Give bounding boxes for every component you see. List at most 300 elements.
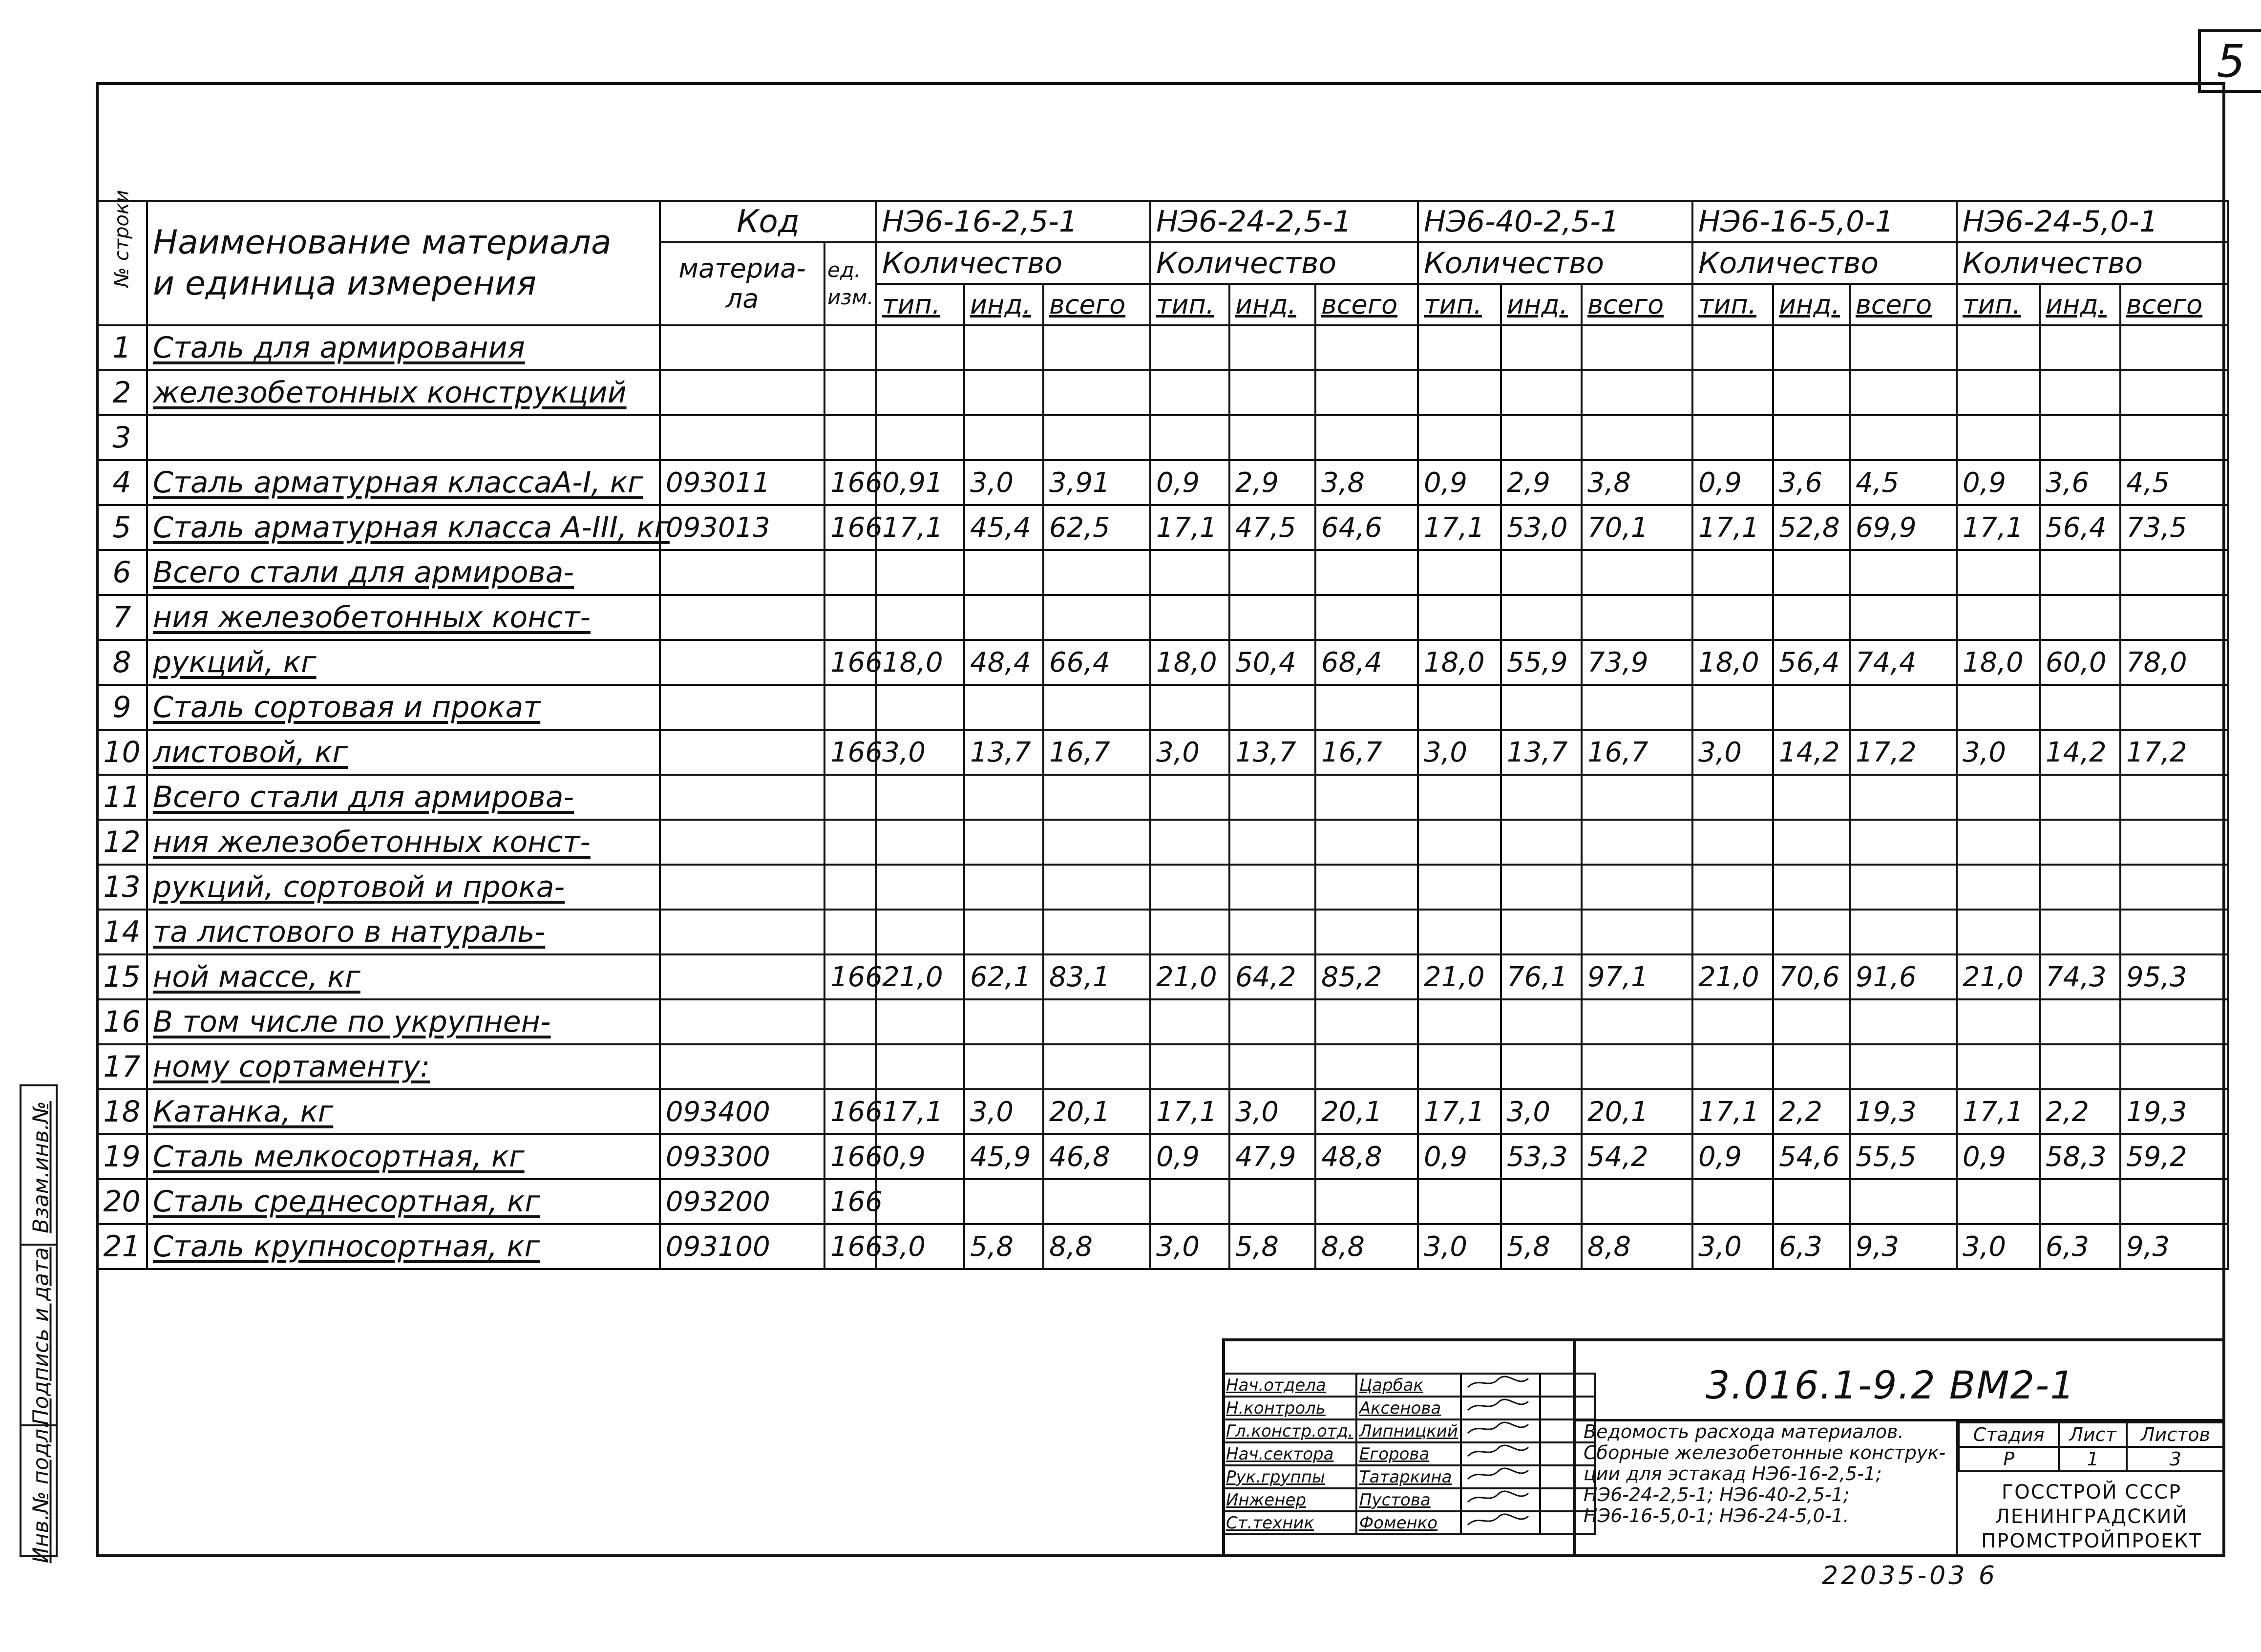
quantity-cell: 45,9 <box>964 1134 1043 1179</box>
subcol-3-total: всего <box>1582 284 1692 325</box>
material-code <box>660 595 824 640</box>
quantity-cell: 18,0 <box>1418 640 1501 685</box>
material-code <box>660 820 824 865</box>
quantity-cell <box>1582 550 1692 595</box>
signature-date-label: Подпись и дата <box>28 1247 54 1425</box>
unit-code <box>824 595 876 640</box>
quantity-cell <box>1418 550 1501 595</box>
quantity-cell <box>2040 595 2120 640</box>
quantity-cell <box>1229 1179 1315 1224</box>
row-number: 18 <box>97 1089 147 1134</box>
quantity-cell <box>1315 415 1418 460</box>
quantity-cell <box>1150 370 1229 415</box>
table-row <box>97 505 2228 550</box>
unit-code <box>824 910 876 954</box>
quantity-cell: 17,1 <box>1418 505 1501 550</box>
original-inv-label: Инв.№ подл. <box>28 1421 54 1564</box>
quantity-cell: 20,1 <box>1043 1089 1150 1134</box>
quantity-cell: 9,3 <box>1850 1224 1957 1269</box>
quantity-cell <box>1315 910 1418 954</box>
quantity-cell <box>1043 775 1150 820</box>
quantity-cell <box>1501 1179 1582 1224</box>
quantity-cell: 16,7 <box>1315 730 1418 775</box>
quantity-cell <box>1043 550 1150 595</box>
quantity-cell: 47,9 <box>1229 1134 1315 1179</box>
quantity-cell <box>2120 1179 2228 1224</box>
subcol-2-total: всего <box>1315 284 1418 325</box>
quantity-cell <box>1229 550 1315 595</box>
signature-mark <box>1461 1419 1540 1442</box>
quantity-cell <box>964 999 1043 1044</box>
sheet-value: 1 <box>2059 1447 2126 1471</box>
quantity-cell <box>1501 820 1582 865</box>
unit-code: 166 <box>824 954 876 999</box>
quantity-cell: 45,4 <box>964 505 1043 550</box>
signature-row <box>1223 1442 1595 1465</box>
quantity-cell <box>964 370 1043 415</box>
quantity-cell <box>1043 595 1150 640</box>
material-name: Сталь крупносортная, кг <box>147 1224 660 1269</box>
material-name-header: Наименование материала и единица измерения <box>147 201 660 325</box>
rownum-header: № строки <box>97 201 147 325</box>
quantity-cell <box>2120 370 2228 415</box>
quantity-cell: 54,6 <box>1773 1134 1850 1179</box>
material-code <box>660 685 824 730</box>
subcol-1-type: тип. <box>876 284 964 325</box>
quantity-cell <box>1850 1179 1957 1224</box>
material-name: Сталь среднесортная, кг <box>147 1179 660 1224</box>
quantity-cell: 3,0 <box>1957 1224 2040 1269</box>
quantity-cell: 3,8 <box>1582 460 1692 505</box>
quantity-cell <box>1773 775 1850 820</box>
quantity-cell: 20,1 <box>1315 1089 1418 1134</box>
quantity-cell: 0,9 <box>1418 460 1501 505</box>
table-row <box>97 1089 2228 1134</box>
quantity-cell: 2,9 <box>1501 460 1582 505</box>
quantity-cell <box>876 325 964 370</box>
quantity-cell <box>1229 1044 1315 1089</box>
quantity-cell <box>1850 910 1957 954</box>
quantity-cell: 55,5 <box>1850 1134 1957 1179</box>
unit-code <box>824 865 876 910</box>
signature-row <box>1223 1374 1595 1397</box>
quantity-cell <box>1315 550 1418 595</box>
unit-code <box>824 325 876 370</box>
signatory-name: Егорова <box>1356 1442 1461 1465</box>
row-number: 5 <box>97 505 147 550</box>
quantity-cell <box>1957 595 2040 640</box>
quantity-cell <box>1043 415 1150 460</box>
group-header-5: НЭ6-24-5,0-1 <box>1957 201 2228 242</box>
row-number: 20 <box>97 1179 147 1224</box>
quantity-cell <box>1773 999 1850 1044</box>
quantity-cell <box>1315 325 1418 370</box>
material-code <box>660 865 824 910</box>
quantity-cell: 16,7 <box>1043 730 1150 775</box>
unit-code: 166 <box>824 1224 876 1269</box>
unit-code <box>824 999 876 1044</box>
signatory-role: Ст.техник <box>1223 1511 1356 1534</box>
quantity-cell: 2,2 <box>1773 1089 1850 1134</box>
quantity-cell <box>1229 685 1315 730</box>
subcol-1-total: всего <box>1043 284 1150 325</box>
quantity-cell: 91,6 <box>1850 954 1957 999</box>
quantity-cell: 85,2 <box>1315 954 1418 999</box>
quantity-cell: 4,5 <box>2120 460 2228 505</box>
signature-date <box>1540 1374 1595 1397</box>
quantity-cell <box>1043 325 1150 370</box>
quantity-cell <box>1418 775 1501 820</box>
quantity-cell: 3,0 <box>1150 1224 1229 1269</box>
quantity-cell: 14,2 <box>2040 730 2120 775</box>
table-row <box>97 775 2228 820</box>
quantity-cell <box>1043 370 1150 415</box>
material-name: ния железобетонных конст- <box>147 820 660 865</box>
quantity-cell: 3,0 <box>1692 730 1773 775</box>
signatory-role: Инженер <box>1223 1488 1356 1511</box>
quantity-cell <box>1229 370 1315 415</box>
quantity-cell <box>1582 775 1692 820</box>
quantity-cell: 95,3 <box>2120 954 2228 999</box>
group-header-2: НЭ6-24-2,5-1 <box>1150 201 1418 242</box>
quantity-cell: 3,0 <box>1418 1224 1501 1269</box>
quantity-cell: 8,8 <box>1582 1224 1692 1269</box>
quantity-cell <box>2040 775 2120 820</box>
quantity-cell <box>1850 370 1957 415</box>
quantity-cell <box>1850 415 1957 460</box>
quantity-cell: 3,91 <box>1043 460 1150 505</box>
quantity-cell <box>876 820 964 865</box>
quantity-cell: 78,0 <box>2120 640 2228 685</box>
quantity-cell <box>1501 595 1582 640</box>
quantity-cell: 70,6 <box>1773 954 1850 999</box>
quantity-cell <box>1229 775 1315 820</box>
signatory-role: Рук.группы <box>1223 1465 1356 1488</box>
subcol-4-ind: инд. <box>1773 284 1850 325</box>
material-code <box>660 999 824 1044</box>
quantity-cell <box>1043 1044 1150 1089</box>
quantity-cell <box>2040 1179 2120 1224</box>
quantity-cell: 20,1 <box>1582 1089 1692 1134</box>
signature-mark <box>1461 1397 1540 1419</box>
quantity-cell <box>1229 595 1315 640</box>
signatory-name: Пустова <box>1356 1488 1461 1511</box>
material-code <box>660 370 824 415</box>
material-code: 093400 <box>660 1089 824 1134</box>
quantity-cell <box>1692 415 1773 460</box>
quantity-cell <box>876 415 964 460</box>
quantity-cell: 74,3 <box>2040 954 2120 999</box>
quantity-cell: 60,0 <box>2040 640 2120 685</box>
quantity-cell <box>2120 865 2228 910</box>
quantity-cell: 19,3 <box>1850 1089 1957 1134</box>
quantity-cell <box>1692 820 1773 865</box>
quantity-cell <box>1418 370 1501 415</box>
table-row <box>97 730 2228 775</box>
quantity-cell <box>1418 865 1501 910</box>
quantity-cell <box>1582 1044 1692 1089</box>
quantity-cell <box>1773 1179 1850 1224</box>
quantity-cell <box>1692 1179 1773 1224</box>
quantity-cell <box>876 999 964 1044</box>
quantity-cell: 58,3 <box>2040 1134 2120 1179</box>
signature-mark <box>1461 1465 1540 1488</box>
code-header: Код <box>660 201 876 242</box>
table-row <box>97 595 2228 640</box>
signature-row <box>1223 1397 1595 1419</box>
quantity-cell <box>876 550 964 595</box>
subcol-3-ind: инд. <box>1501 284 1582 325</box>
table-row <box>97 460 2228 505</box>
quantity-cell <box>1957 910 2040 954</box>
quantity-cell <box>1957 999 2040 1044</box>
quantity-cell <box>1692 550 1773 595</box>
quantity-header-2: Количество <box>1150 242 1418 284</box>
quantity-cell <box>1582 1179 1692 1224</box>
quantity-cell <box>1501 370 1582 415</box>
quantity-cell <box>964 775 1043 820</box>
quantity-cell <box>964 865 1043 910</box>
quantity-cell <box>2040 865 2120 910</box>
material-code: 093013 <box>660 505 824 550</box>
quantity-header-4: Количество <box>1692 242 1957 284</box>
quantity-cell: 5,8 <box>964 1224 1043 1269</box>
quantity-cell: 83,1 <box>1043 954 1150 999</box>
quantity-cell <box>2120 595 2228 640</box>
quantity-cell: 54,2 <box>1582 1134 1692 1179</box>
archive-code: 22035-03 6 <box>1822 1561 1998 1590</box>
quantity-cell <box>1229 865 1315 910</box>
material-name: Всего стали для армирова- <box>147 550 660 595</box>
material-name: Сталь мелкосортная, кг <box>147 1134 660 1179</box>
quantity-cell <box>1957 865 2040 910</box>
quantity-cell <box>2040 999 2120 1044</box>
row-number: 17 <box>97 1044 147 1089</box>
quantity-cell: 48,8 <box>1315 1134 1418 1179</box>
quantity-cell <box>1850 1044 1957 1089</box>
quantity-cell: 5,8 <box>1229 1224 1315 1269</box>
row-number: 8 <box>97 640 147 685</box>
quantity-cell: 66,4 <box>1043 640 1150 685</box>
signature-mark <box>1461 1374 1540 1397</box>
table-row <box>97 325 2228 370</box>
quantity-cell: 17,1 <box>1150 505 1229 550</box>
quantity-cell <box>876 595 964 640</box>
quantity-cell: 17,1 <box>876 1089 964 1134</box>
material-name: Сталь арматурная классаА-I, кг <box>147 460 660 505</box>
material-code: 093300 <box>660 1134 824 1179</box>
signatory-role: Гл.констр.отд. <box>1223 1419 1356 1442</box>
unit-code <box>824 550 876 595</box>
quantity-cell <box>1850 550 1957 595</box>
table-row <box>97 640 2228 685</box>
quantity-cell <box>2120 999 2228 1044</box>
signatory-role: Нач.сектора <box>1223 1442 1356 1465</box>
quantity-cell: 0,9 <box>1150 1134 1229 1179</box>
subcol-5-total: всего <box>2120 284 2228 325</box>
table-row <box>97 999 2228 1044</box>
quantity-cell <box>2040 415 2120 460</box>
signature-mark <box>1461 1511 1540 1534</box>
quantity-cell <box>2120 1044 2228 1089</box>
row-number: 2 <box>97 370 147 415</box>
signature-date-cell <box>20 1244 58 1426</box>
quantity-cell: 64,6 <box>1315 505 1418 550</box>
sheets-header: Листов <box>2127 1422 2224 1447</box>
quantity-cell <box>1418 415 1501 460</box>
table-row <box>97 415 2228 460</box>
quantity-cell: 17,1 <box>876 505 964 550</box>
quantity-cell: 0,91 <box>876 460 964 505</box>
quantity-cell: 21,0 <box>1692 954 1773 999</box>
title-block <box>1222 1338 2225 1557</box>
subcol-5-type: тип. <box>1957 284 2040 325</box>
unit-code: 166 <box>824 460 876 505</box>
signature-row <box>1223 1488 1595 1511</box>
stage-sheet-box <box>1956 1421 2225 1557</box>
quantity-cell: 21,0 <box>876 954 964 999</box>
signature-mark <box>1461 1442 1540 1465</box>
quantity-cell <box>2120 415 2228 460</box>
table-row <box>97 1044 2228 1089</box>
quantity-cell <box>1957 685 2040 730</box>
row-number: 19 <box>97 1134 147 1179</box>
quantity-cell <box>1582 999 1692 1044</box>
signature-row <box>1223 1465 1595 1488</box>
quantity-cell <box>1315 1179 1418 1224</box>
quantity-cell <box>1692 910 1773 954</box>
material-name: Всего стали для армирова- <box>147 775 660 820</box>
quantity-cell <box>1418 999 1501 1044</box>
quantity-cell <box>1773 550 1850 595</box>
quantity-cell <box>1850 865 1957 910</box>
quantity-cell <box>1150 550 1229 595</box>
quantity-cell <box>1229 325 1315 370</box>
table-row <box>97 1224 2228 1269</box>
material-name: железобетонных конструкций <box>147 370 660 415</box>
unit-code <box>824 685 876 730</box>
quantity-cell <box>1773 910 1850 954</box>
unit-code <box>824 415 876 460</box>
quantity-cell <box>1692 325 1773 370</box>
row-number: 4 <box>97 460 147 505</box>
group-header-1: НЭ6-16-2,5-1 <box>876 201 1150 242</box>
replacement-inv-label: Взам.инв.№ <box>28 1101 54 1233</box>
material-name: рукций, сортовой и прока- <box>147 865 660 910</box>
quantity-cell <box>1957 1044 2040 1089</box>
quantity-cell: 17,2 <box>2120 730 2228 775</box>
stage-table <box>1958 1421 2225 1472</box>
quantity-cell <box>1582 820 1692 865</box>
quantity-cell: 70,1 <box>1582 505 1692 550</box>
quantity-cell <box>964 685 1043 730</box>
quantity-cell: 52,8 <box>1773 505 1850 550</box>
quantity-cell: 17,1 <box>1692 505 1773 550</box>
quantity-cell <box>2120 775 2228 820</box>
page-number: 5 <box>2198 29 2261 93</box>
material-name: ному сортаменту: <box>147 1044 660 1089</box>
signature-table <box>1222 1373 1596 1535</box>
group-header-3: НЭ6-40-2,5-1 <box>1418 201 1692 242</box>
material-name <box>147 415 660 460</box>
quantity-cell: 5,8 <box>1501 1224 1582 1269</box>
quantity-cell <box>1150 775 1229 820</box>
quantity-cell: 8,8 <box>1043 1224 1150 1269</box>
quantity-cell: 6,3 <box>2040 1224 2120 1269</box>
quantity-cell: 73,9 <box>1582 640 1692 685</box>
quantity-cell <box>1418 910 1501 954</box>
quantity-cell: 3,0 <box>964 460 1043 505</box>
subcol-5-ind: инд. <box>2040 284 2120 325</box>
quantity-cell <box>1692 775 1773 820</box>
material-code-subheader: материа- ла <box>660 242 824 325</box>
quantity-cell: 74,4 <box>1850 640 1957 685</box>
quantity-cell <box>1692 1044 1773 1089</box>
quantity-cell <box>1582 685 1692 730</box>
quantity-cell <box>1850 775 1957 820</box>
material-name: та листового в натураль- <box>147 910 660 954</box>
quantity-cell <box>1315 999 1418 1044</box>
quantity-cell <box>876 775 964 820</box>
quantity-header-1: Количество <box>876 242 1150 284</box>
unit-code <box>824 370 876 415</box>
quantity-cell <box>1418 595 1501 640</box>
quantity-cell: 55,9 <box>1501 640 1582 685</box>
signatory-name: Аксенова <box>1356 1397 1461 1419</box>
group-header-4: НЭ6-16-5,0-1 <box>1692 201 1957 242</box>
quantity-cell <box>1773 820 1850 865</box>
quantity-cell <box>1692 865 1773 910</box>
quantity-cell <box>1315 865 1418 910</box>
quantity-cell: 17,1 <box>1150 1089 1229 1134</box>
quantity-cell <box>964 415 1043 460</box>
quantity-cell <box>1850 820 1957 865</box>
document-title: Ведомость расхода материалов. Сборные железобетонные конструк- ции для эстакад НЭ6-16-2,5-1; НЭ6-24-2,5-1; НЭ6-40-2,5-1; НЭ6-16-5,0-1; НЭ6-24-5,0-1. <box>1584 1421 1946 1526</box>
quantity-cell <box>1150 999 1229 1044</box>
quantity-cell: 3,0 <box>876 730 964 775</box>
quantity-cell <box>1229 820 1315 865</box>
quantity-cell <box>1501 999 1582 1044</box>
row-number: 12 <box>97 820 147 865</box>
quantity-cell <box>964 820 1043 865</box>
quantity-cell <box>1229 415 1315 460</box>
unit-code: 166 <box>824 1179 876 1224</box>
quantity-cell: 53,3 <box>1501 1134 1582 1179</box>
material-code <box>660 954 824 999</box>
quantity-cell: 62,1 <box>964 954 1043 999</box>
quantity-cell <box>1150 910 1229 954</box>
replacement-inv-cell <box>20 1084 58 1246</box>
quantity-cell <box>1582 910 1692 954</box>
table-row <box>97 910 2228 954</box>
quantity-cell <box>1229 999 1315 1044</box>
row-number: 7 <box>97 595 147 640</box>
table-row <box>97 865 2228 910</box>
quantity-cell: 14,2 <box>1773 730 1850 775</box>
quantity-cell: 3,0 <box>1150 730 1229 775</box>
quantity-cell: 3,0 <box>1501 1089 1582 1134</box>
quantity-cell <box>1582 595 1692 640</box>
unit-code: 166 <box>824 730 876 775</box>
quantity-cell <box>1773 1044 1850 1089</box>
quantity-cell: 73,5 <box>2120 505 2228 550</box>
quantity-cell: 97,1 <box>1582 954 1692 999</box>
quantity-cell <box>1501 550 1582 595</box>
unit-code <box>824 1044 876 1089</box>
material-code <box>660 550 824 595</box>
quantity-cell <box>1850 325 1957 370</box>
quantity-header-3: Количество <box>1418 242 1692 284</box>
